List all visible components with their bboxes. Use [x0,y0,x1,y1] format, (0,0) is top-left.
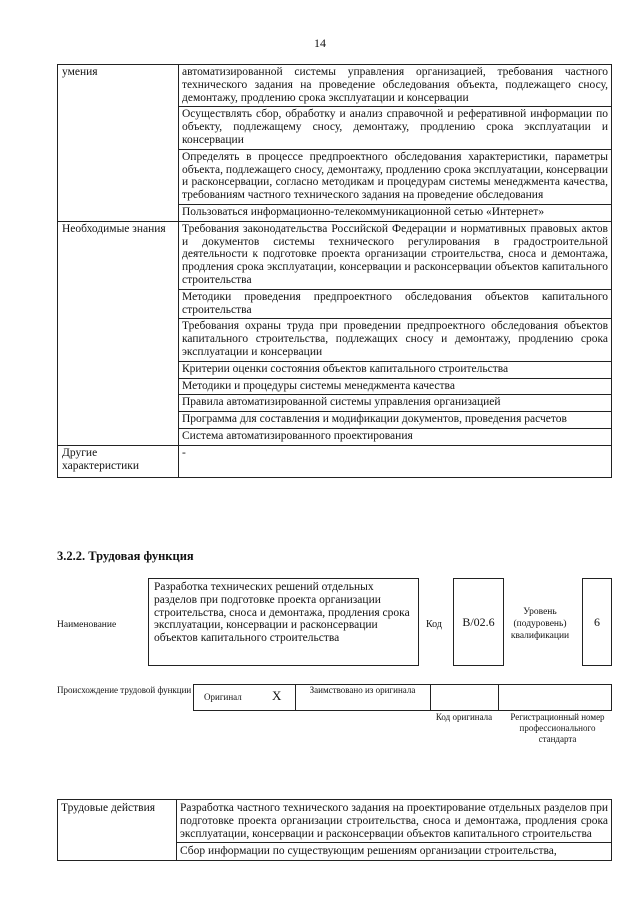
level-box [582,578,612,666]
actions-table [57,799,612,861]
row-label-other: Другие характеристики [58,445,179,477]
table-cell: Критерии оценки состояния объектов капитального строительства [179,361,612,378]
table-cell: - [179,445,612,477]
table-row [58,800,612,843]
page-number: 14 [314,36,326,50]
divider [295,684,296,711]
row-label-skills: умения [58,65,179,222]
divider [430,684,431,711]
table-row [58,445,612,477]
table-cell: Методики и процедуры системы менеджмента качества [179,378,612,395]
row-label-knowledge: Необходимые знания [58,221,179,445]
reg-number-caption: Регистрационный номер профессионального стандарта [510,712,605,744]
name-label: Наименование [57,620,117,630]
function-heading: 3.2.2. Трудовая функция [57,549,194,563]
table-cell: Пользоваться информационно-телекоммуникационной сетью «Интернет» [179,204,612,221]
original-mark: X [272,688,282,703]
table-row [58,65,612,107]
function-code: B/02.6 [462,614,495,629]
table-cell: Требования законодательства Российской Федерации и нормативных правовых актов и документов системы технического регулирования в градостроительной деятельности к подготовке проекта организации строительства, сноса и демонтажа, продления срока эксплуатации, консервации и расконсервации объектов капитального строительства [179,221,612,289]
table-cell: Правила автоматизированной системы управления организацией [179,395,612,412]
requirements-table [57,64,612,478]
table-cell: Требования охраны труда при проведении предпроектного обследования объектов капитального строительства, подлежащих сносу и демонтажу, продлению срока эксплуатации и консервации [179,319,612,361]
original-label: Оригинал [204,692,242,702]
table-cell: Разработка частного технического задания на проектирование отдельных разделов при подготовке проекта организации строительства, сноса и демонтажа, продления срока эксплуатации, консервации и расконсервации объектов капитального строительства [177,800,612,843]
function-name-box: Разработка технических решений отдельных разделов при подготовке проекта организации строительства, сноса и демонтажа, продления срока эксплуатации, консервации и расконсервации объектов капитального строительства [148,578,419,666]
code-original-caption: Код оригинала [435,712,493,722]
level-label: Уровень (подуровень) квалификации [510,607,570,641]
origin-label: Происхождение трудовой функции [57,685,192,695]
table-cell: автоматизированной системы управления организацией, требования частного технического задания на проведение обследования объекта, подлежащего сносу, демонтажу, продлению срока эксплуатации и консервации [179,65,612,107]
table-row [58,221,612,289]
level-value: 6 [594,614,600,629]
borrowed-label: Заимствовано из оригинала [309,685,416,695]
table-cell: Определять в процессе предпроектного обследования характеристики, параметры объекта, подлежащего сносу, демонтажу, продлению срока эксплуатации, консервации и расконсервации, согласно методикам и процедурам системы менеджмента качества, требованиям частного технического задания на проведение обследования [179,149,612,204]
table-cell: Программа для составления и модификации документов, проведения расчетов [179,412,612,429]
divider [498,684,499,711]
code-label: Код [426,619,442,630]
table-cell: Система автоматизированного проектирования [179,428,612,445]
table-cell: Методики проведения предпроектного обследования объектов капитального строительства [179,289,612,319]
table-cell: Сбор информации по существующим решениям организации строительства, [177,843,612,861]
function-code-box [453,578,504,666]
table-cell: Осуществлять сбор, обработку и анализ справочной и реферативной информации по объекту, подлежащему сносу, демонтажу, продлению срока эксплуатации и консервации [179,107,612,149]
row-label-actions: Трудовые действия [58,800,177,861]
